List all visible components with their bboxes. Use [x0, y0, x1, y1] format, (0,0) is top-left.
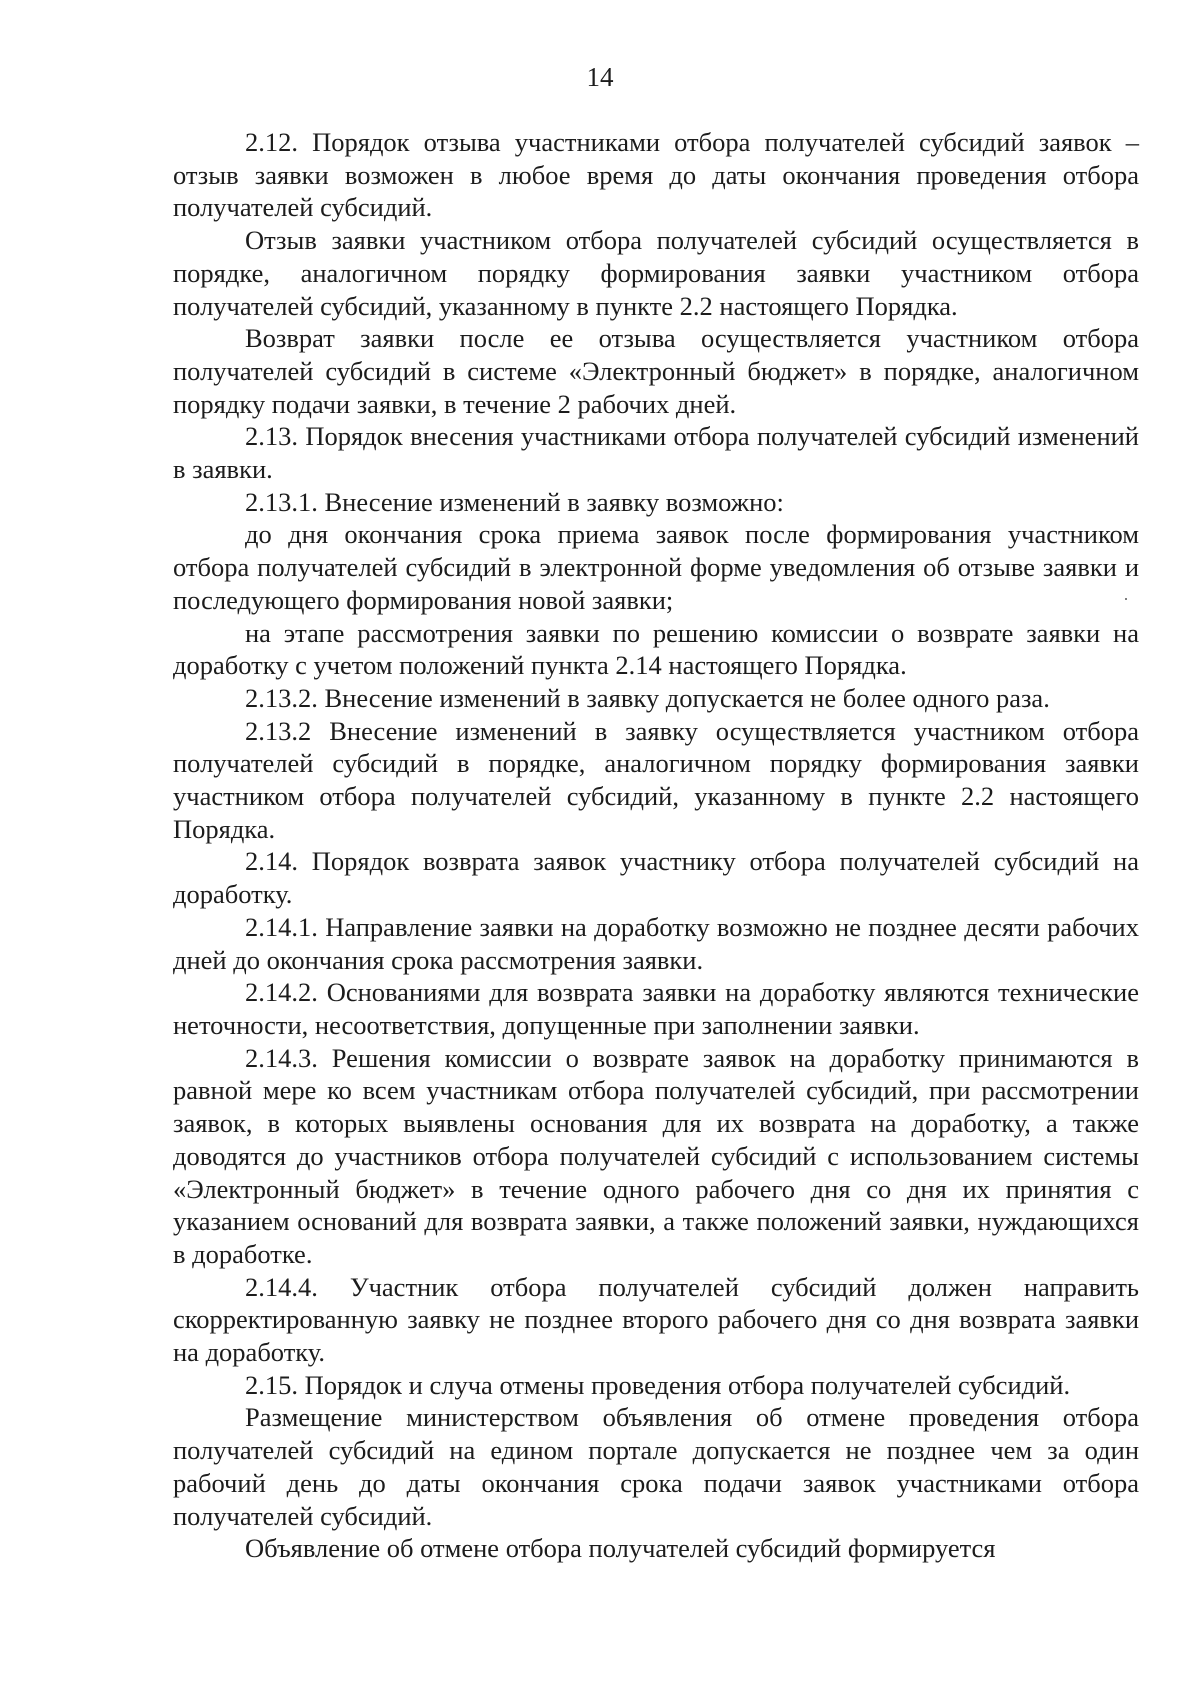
- paragraph-withdrawal-return: Возврат заявки после ее отзыва осуществляется участником отбора получателей субсидий в системе «Электронный бюджет» в порядке, аналогичном порядку подачи заявки, в течение 2 рабочих дней.: [173, 323, 1139, 419]
- page-number: 14: [586, 62, 614, 92]
- paragraph-2-13: 2.13. Порядок внесения участниками отбора получателей субсидий изменений в заявки.: [173, 421, 1139, 485]
- paragraph-cancellation-announcement: Размещение министерством объявления об отмене проведения отбора получателей субсидий на едином портале допускается не позднее чем за один рабочий день до даты окончания срока подачи заявок участниками отбора получателей субсидий.: [173, 1402, 1139, 1531]
- paragraph-2-13-1-item-2: на этапе рассмотрения заявки по решению комиссии о возврате заявки на доработку с учетом положений пункта 2.14 настоящего Порядка.: [173, 617, 1139, 681]
- paragraph-2-13-2-bis: 2.13.2 Внесение изменений в заявку осуществляется участником отбора получателей субсидий в порядке, аналогичном порядку формирования заявки участником отбора получателей субсидий, указанному в пункте 2.2 настоящего Порядка.: [173, 715, 1139, 844]
- paragraph-cancellation-formation: Объявление об отмене отбора получателей субсидий формируется: [245, 1533, 996, 1564]
- paragraph-2-14-2: 2.14.2. Основаниями для возврата заявки на доработку являются технические неточности, несоответствия, допущенные при заполнении заявки.: [173, 977, 1139, 1040]
- paragraph-2-14: 2.14. Порядок возврата заявок участнику отбора получателей субсидий на доработку.: [173, 846, 1139, 910]
- paragraph-2-15: 2.15. Порядок и случа отмены проведения отбора получателей субсидий.: [245, 1369, 1071, 1400]
- paragraph-2-14-1: 2.14.1. Направление заявки на доработку возможно не позднее десяти рабочих дней до окончания срока рассмотрения заявки.: [173, 911, 1139, 975]
- scan-speck: [1125, 598, 1127, 600]
- paragraph-withdrawal-procedure: Отзыв заявки участником отбора получателей субсидий осуществляется в порядке, аналогичном порядку формирования заявки участником отбора получателей субсидий, указанному в пункте 2.2 настоящего Порядка.: [173, 225, 1139, 321]
- paragraph-2-12: 2.12. Порядок отзыва участниками отбора получателей субсидий заявок – отзыв заявки возможен в любое время до даты окончания проведения отбора получателей субсидий.: [173, 127, 1139, 223]
- paragraph-2-13-2: 2.13.2. Внесение изменений в заявку допускается не более одного раза.: [245, 682, 1050, 713]
- paragraph-2-14-3: 2.14.3. Решения комиссии о возврате заявок на доработку принимаются в равной мере ко всем участникам отбора получателей субсидий, при рассмотрении заявок, в которых выявлены основания для их возврата на доработку, а также доводятся до участников отбора получателей субсидий с использованием системы «Электронный бюджет» в течение одного рабочего дня со дня их принятия с указанием оснований для возврата заявки, а также положений заявки, нуждающихся в доработке.: [173, 1042, 1139, 1269]
- document-body: [173, 126, 1139, 1565]
- paragraph-2-14-4: 2.14.4. Участник отбора получателей субсидий должен направить скорректированную заявку не позднее второго рабочего дня со дня возврата заявки на доработку.: [173, 1271, 1139, 1368]
- paragraph-2-13-1: 2.13.1. Внесение изменений в заявку возможно:: [245, 486, 784, 517]
- paragraph-2-13-1-item-1: до дня окончания срока приема заявок после формирования участником отбора получателей субсидий в электронной форме уведомления об отзыве заявки и последующего формирования новой заявки;: [173, 519, 1139, 615]
